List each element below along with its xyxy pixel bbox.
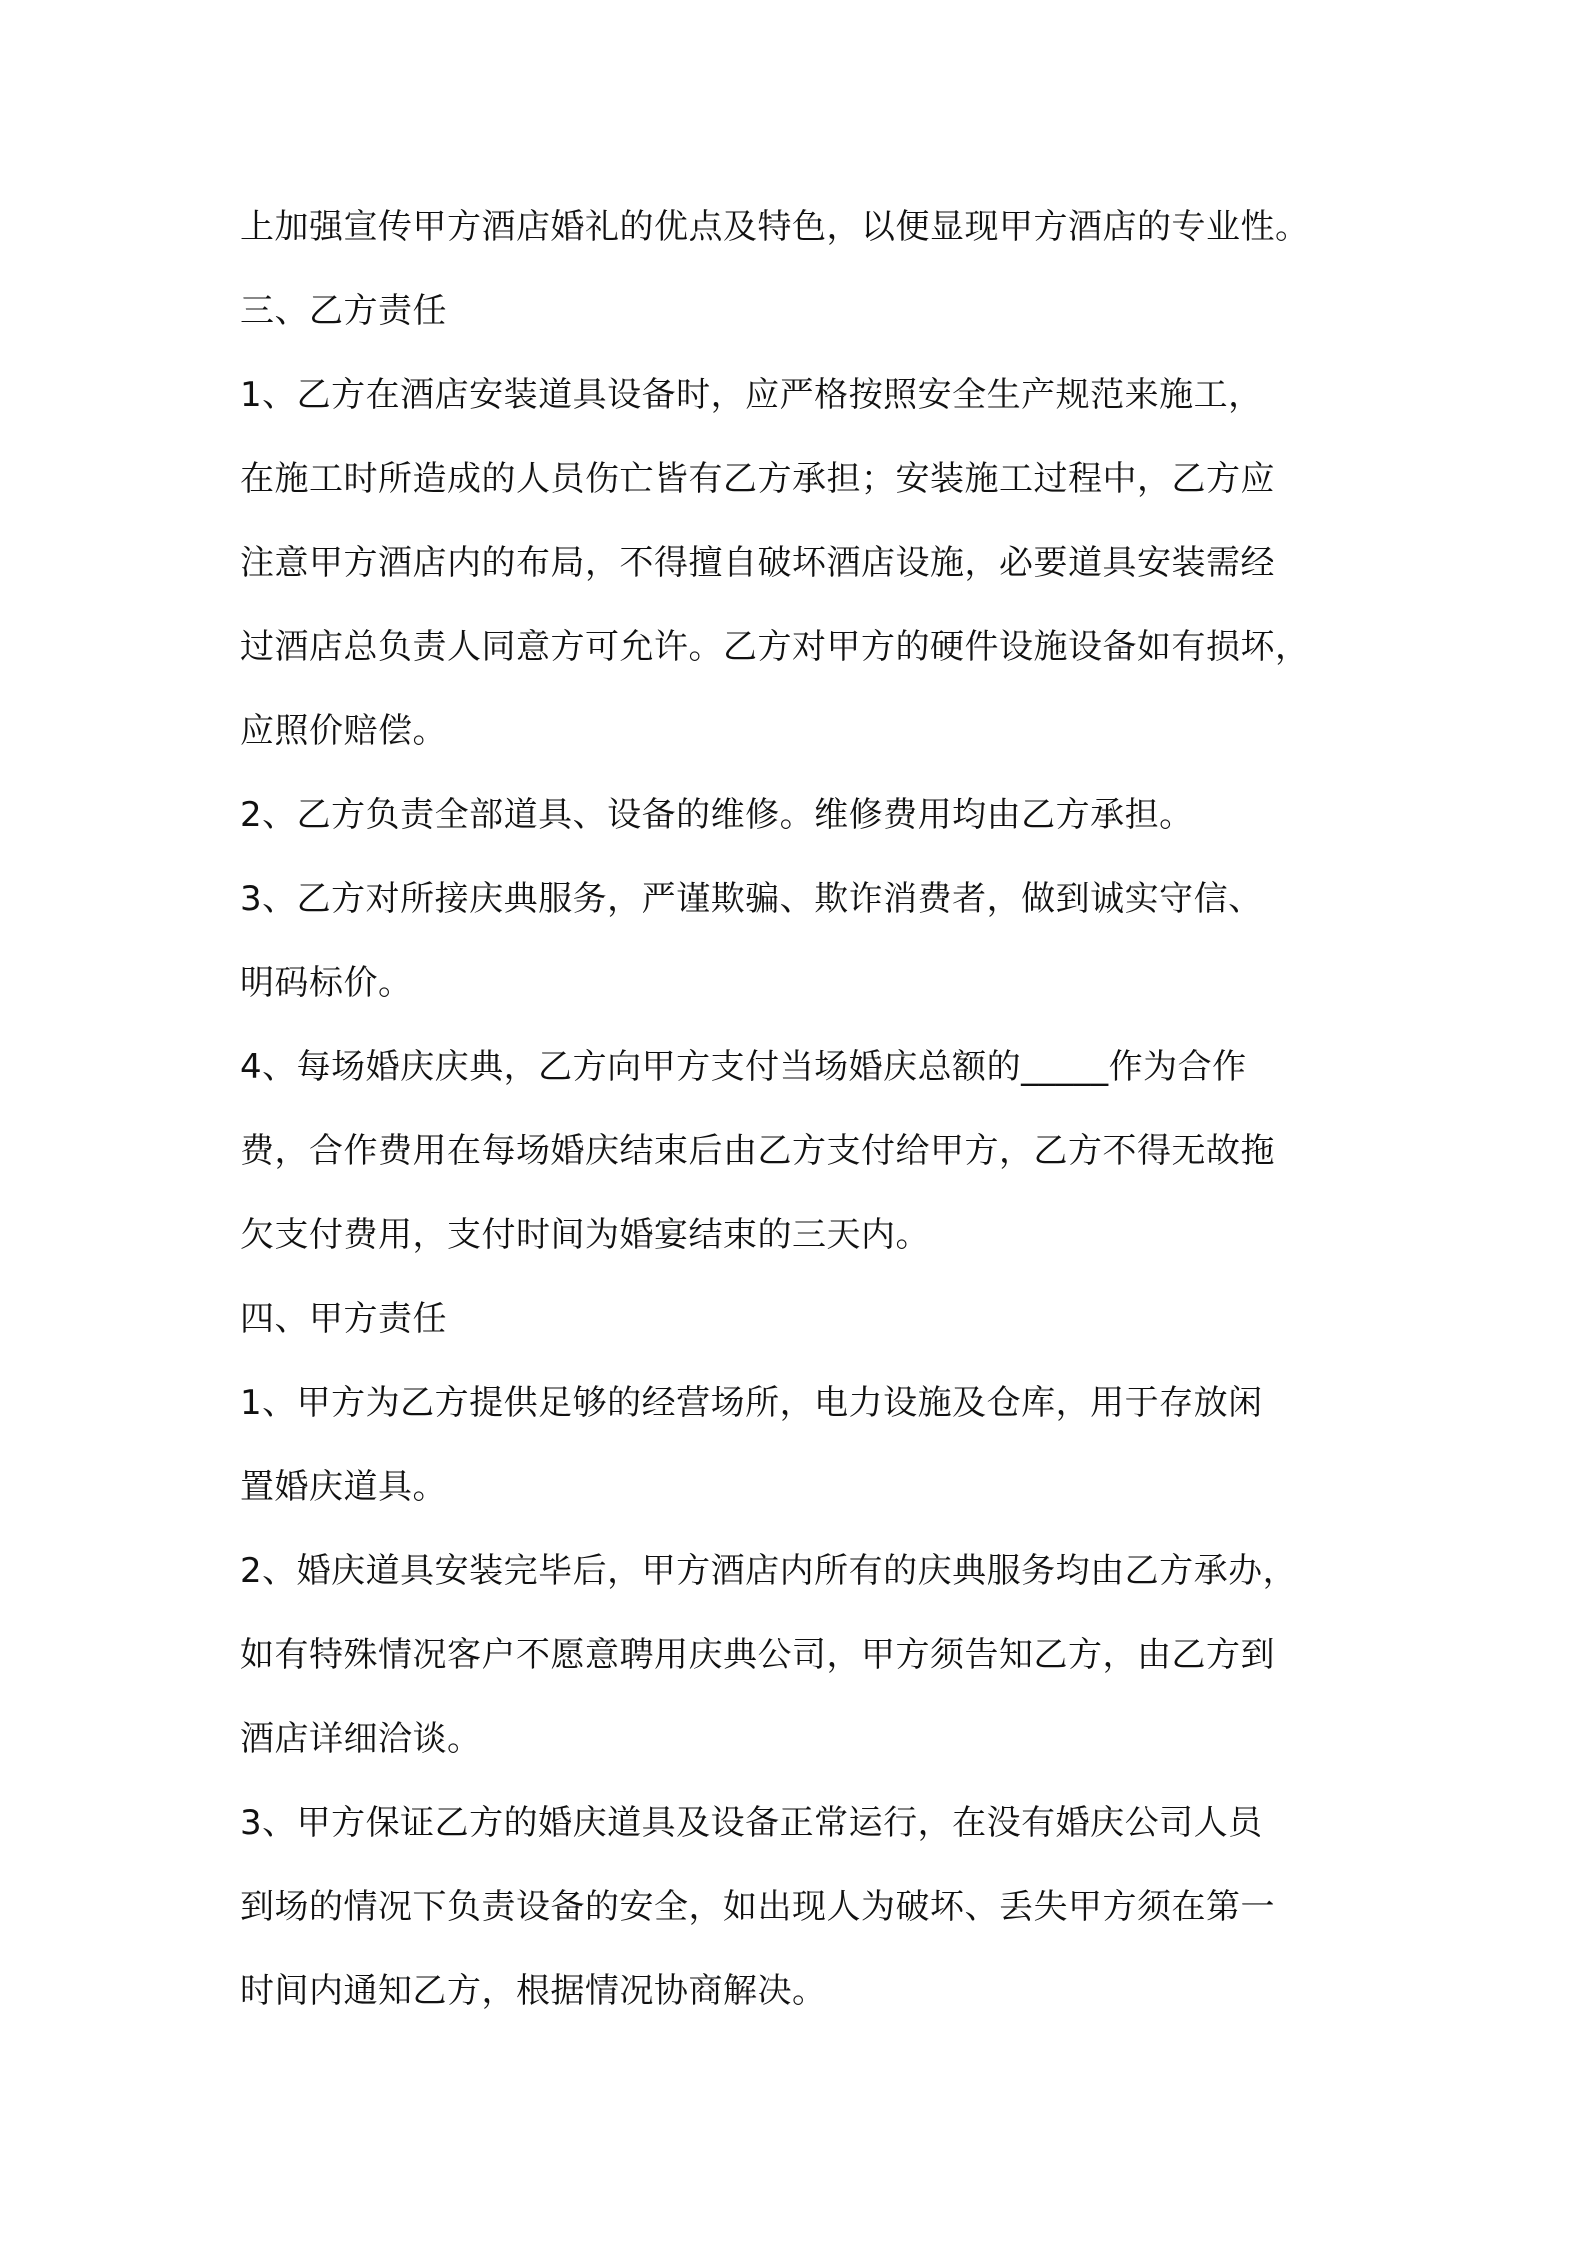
text-line: 置婚庆道具。 bbox=[240, 1467, 447, 1507]
text-line: 时间内通知乙方，根据情况协商解决。 bbox=[240, 1971, 827, 2011]
text-line: 在施工时所造成的人员伤亡皆有乙方承担；安装施工过程中，乙方应 bbox=[240, 459, 1275, 499]
text-line: 2、婚庆道具安装完毕后，甲方酒店内所有的庆典服务均由乙方承办， bbox=[240, 1551, 1298, 1591]
text-line: 酒店详细洽谈。 bbox=[240, 1719, 482, 1759]
text-line: 应照价赔偿。 bbox=[240, 711, 447, 751]
section-heading: 三、乙方责任 bbox=[240, 291, 447, 331]
text-line: 明码标价。 bbox=[240, 963, 413, 1003]
text-line: 注意甲方酒店内的布局，不得擅自破坏酒店设施，必要道具安装需经 bbox=[240, 543, 1275, 583]
text-line: 费，合作费用在每场婚庆结束后由乙方支付给甲方，乙方不得无故拖 bbox=[240, 1131, 1275, 1171]
text-line: 1、乙方在酒店安装道具设备时，应严格按照安全生产规范来施工， bbox=[240, 375, 1263, 415]
text-line: 4、每场婚庆庆典，乙方向甲方支付当场婚庆总额的_____作为合作 bbox=[240, 1047, 1247, 1087]
text-line: 如有特殊情况客户不愿意聘用庆典公司，甲方须告知乙方，由乙方到 bbox=[240, 1635, 1275, 1675]
text-line: 3、乙方对所接庆典服务，严谨欺骗、欺诈消费者，做到诚实守信、 bbox=[240, 879, 1263, 919]
text-line: 1、甲方为乙方提供足够的经营场所，电力设施及仓库，用于存放闲 bbox=[240, 1383, 1263, 1423]
text-line: 上加强宣传甲方酒店婚礼的优点及特色，以便显现甲方酒店的专业性。 bbox=[240, 207, 1310, 247]
text-line: 2、乙方负责全部道具、设备的维修。维修费用均由乙方承担。 bbox=[240, 795, 1194, 835]
section-heading: 四、甲方责任 bbox=[240, 1299, 447, 1339]
text-line: 欠支付费用，支付时间为婚宴结束的三天内。 bbox=[240, 1215, 930, 1255]
text-line: 3、甲方保证乙方的婚庆道具及设备正常运行，在没有婚庆公司人员 bbox=[240, 1803, 1263, 1843]
text-line: 到场的情况下负责设备的安全，如出现人为破坏、丢失甲方须在第一 bbox=[240, 1887, 1275, 1927]
text-line: 过酒店总负责人同意方可允许。乙方对甲方的硬件设施设备如有损坏， bbox=[240, 627, 1310, 667]
